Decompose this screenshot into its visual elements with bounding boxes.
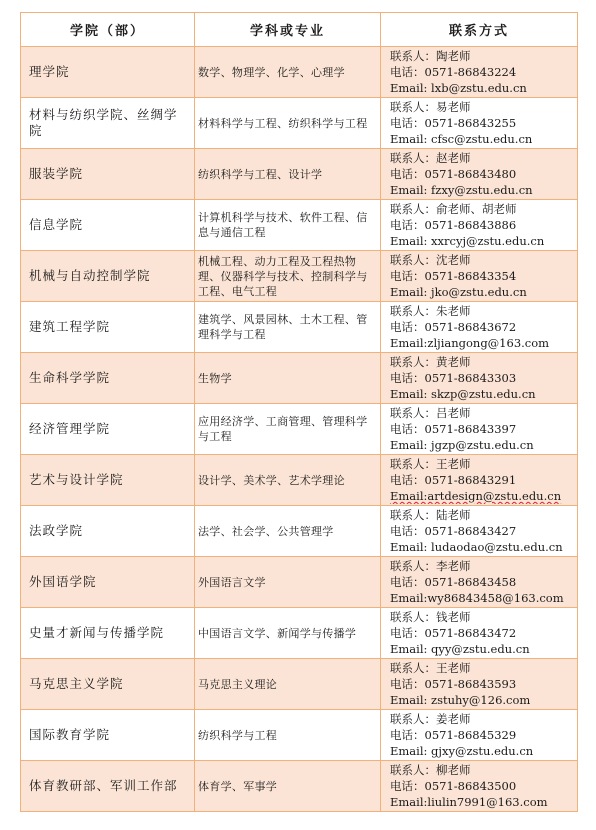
table-row <box>21 608 578 659</box>
header-row <box>21 13 578 47</box>
contact-person: 联系人：柳老师 <box>390 763 471 777</box>
contact-person: 联系人：赵老师 <box>390 151 471 165</box>
majors-cell: 机械工程、动力工程及工程热物理、仪器科学与技术、控制科学与工程、电气工程 <box>195 251 381 302</box>
contact-cell <box>381 404 578 455</box>
table-row <box>21 98 578 149</box>
contact-cell <box>381 608 578 659</box>
contact-person: 联系人：姜老师 <box>390 712 471 726</box>
college-name: 机械与自动控制学院 <box>21 251 195 302</box>
header-majors: 学科或专业 <box>195 13 381 47</box>
contact-email[interactable]: Email: cfsc@zstu.edu.cn <box>390 132 533 146</box>
contact-phone: 电话：0571-86843472 <box>390 626 517 640</box>
contact-person: 联系人：黄老师 <box>390 355 471 369</box>
contact-phone: 电话：0571-86843291 <box>390 473 517 487</box>
majors-cell: 纺织科学与工程、设计学 <box>195 149 381 200</box>
majors-cell: 中国语言文学、新闻学与传播学 <box>195 608 381 659</box>
contact-email[interactable]: Email:artdesign@zstu.edu.cn <box>390 489 562 503</box>
contact-person: 联系人：易老师 <box>390 100 471 114</box>
contact-email[interactable]: Email: ludaodao@zstu.edu.cn <box>390 540 563 554</box>
college-name: 生命科学学院 <box>21 353 195 404</box>
contact-email[interactable]: Email: fzxy@zstu.edu.cn <box>390 183 533 197</box>
majors-cell: 数学、物理学、化学、心理学 <box>195 47 381 98</box>
contact-person: 联系人：朱老师 <box>390 304 471 318</box>
contact-phone: 电话：0571-86843224 <box>390 65 517 79</box>
table-row <box>21 353 578 404</box>
college-name: 服装学院 <box>21 149 195 200</box>
contact-person: 联系人：俞老师、胡老师 <box>390 202 517 216</box>
contact-person: 联系人：钱老师 <box>390 610 471 624</box>
college-name: 建筑工程学院 <box>21 302 195 353</box>
contact-cell <box>381 47 578 98</box>
contact-person: 联系人：王老师 <box>390 661 471 675</box>
majors-cell: 法学、社会学、公共管理学 <box>195 506 381 557</box>
college-name: 外国语学院 <box>21 557 195 608</box>
contact-phone: 电话：0571-86843354 <box>390 269 517 283</box>
college-name: 马克思主义学院 <box>21 659 195 710</box>
contact-email[interactable]: Email: gjxy@zstu.edu.cn <box>390 744 534 758</box>
majors-cell: 设计学、美术学、艺术学理论 <box>195 455 381 506</box>
contact-person: 联系人：李老师 <box>390 559 471 573</box>
contact-cell <box>381 455 578 506</box>
table-row <box>21 761 578 812</box>
college-name: 体育教研部、军训工作部 <box>21 761 195 812</box>
contact-cell <box>381 200 578 251</box>
contact-cell <box>381 302 578 353</box>
majors-cell: 马克思主义理论 <box>195 659 381 710</box>
contact-cell <box>381 251 578 302</box>
contact-phone: 电话：0571-86843255 <box>390 116 517 130</box>
contact-email[interactable]: Email:wy86843458@163.com <box>390 591 564 605</box>
majors-cell: 计算机科学与技术、软件工程、信息与通信工程 <box>195 200 381 251</box>
majors-cell: 外国语言文学 <box>195 557 381 608</box>
contact-person: 联系人：王老师 <box>390 457 471 471</box>
contact-cell <box>381 659 578 710</box>
contact-email[interactable]: Email: skzp@zstu.edu.cn <box>390 387 536 401</box>
contact-phone: 电话：0571-86843303 <box>390 371 517 385</box>
contact-person: 联系人：陶老师 <box>390 49 471 63</box>
college-name: 史量才新闻与传播学院 <box>21 608 195 659</box>
contact-person: 联系人：吕老师 <box>390 406 471 420</box>
contact-table <box>20 12 578 812</box>
contact-person: 联系人：陆老师 <box>390 508 471 522</box>
contact-email[interactable]: Email:zljiangong@163.com <box>390 336 550 350</box>
contact-cell <box>381 710 578 761</box>
contact-cell <box>381 506 578 557</box>
majors-cell: 建筑学、风景园林、土木工程、管理科学与工程 <box>195 302 381 353</box>
contact-phone: 电话：0571-86843886 <box>390 218 517 232</box>
college-name: 国际教育学院 <box>21 710 195 761</box>
majors-cell: 生物学 <box>195 353 381 404</box>
contact-phone: 电话：0571-86843672 <box>390 320 517 334</box>
contact-cell <box>381 557 578 608</box>
contact-email[interactable]: Email: lxb@zstu.edu.cn <box>390 81 527 95</box>
contact-person: 联系人：沈老师 <box>390 253 471 267</box>
contact-email[interactable]: Email: zstuhy@126.com <box>390 693 531 707</box>
contact-phone: 电话：0571-86845329 <box>390 728 517 742</box>
table-row <box>21 251 578 302</box>
table-row <box>21 455 578 506</box>
contact-cell <box>381 149 578 200</box>
header-college: 学院（部） <box>21 13 195 47</box>
table-row <box>21 200 578 251</box>
contact-email[interactable]: Email: qyy@zstu.edu.cn <box>390 642 530 656</box>
contact-cell <box>381 353 578 404</box>
table-row <box>21 302 578 353</box>
table-row <box>21 404 578 455</box>
contact-phone: 电话：0571-86843500 <box>390 779 517 793</box>
contact-cell <box>381 761 578 812</box>
college-name: 理学院 <box>21 47 195 98</box>
table-row <box>21 557 578 608</box>
contact-email[interactable]: Email: jko@zstu.edu.cn <box>390 285 527 299</box>
college-name: 经济管理学院 <box>21 404 195 455</box>
contact-email[interactable]: Email: xxrcyj@zstu.edu.cn <box>390 234 545 248</box>
majors-cell: 体育学、军事学 <box>195 761 381 812</box>
contact-phone: 电话：0571-86843593 <box>390 677 517 691</box>
majors-cell: 应用经济学、工商管理、管理科学与工程 <box>195 404 381 455</box>
college-name: 材料与纺织学院、丝绸学院 <box>21 98 195 149</box>
majors-cell: 材料科学与工程、纺织科学与工程 <box>195 98 381 149</box>
table-row <box>21 659 578 710</box>
majors-cell: 纺织科学与工程 <box>195 710 381 761</box>
table-row <box>21 710 578 761</box>
contact-phone: 电话：0571-86843480 <box>390 167 517 181</box>
contact-email[interactable]: Email: jgzp@zstu.edu.cn <box>390 438 534 452</box>
contact-phone: 电话：0571-86843458 <box>390 575 517 589</box>
contact-phone: 电话：0571-86843397 <box>390 422 517 436</box>
contact-phone: 电话：0571-86843427 <box>390 524 517 538</box>
table-row <box>21 47 578 98</box>
college-name: 艺术与设计学院 <box>21 455 195 506</box>
contact-email[interactable]: Email:liulin7991@163.com <box>390 795 548 809</box>
header-contact: 联系方式 <box>381 13 578 47</box>
table-row <box>21 149 578 200</box>
college-name: 信息学院 <box>21 200 195 251</box>
college-name: 法政学院 <box>21 506 195 557</box>
contact-cell <box>381 98 578 149</box>
table-row <box>21 506 578 557</box>
